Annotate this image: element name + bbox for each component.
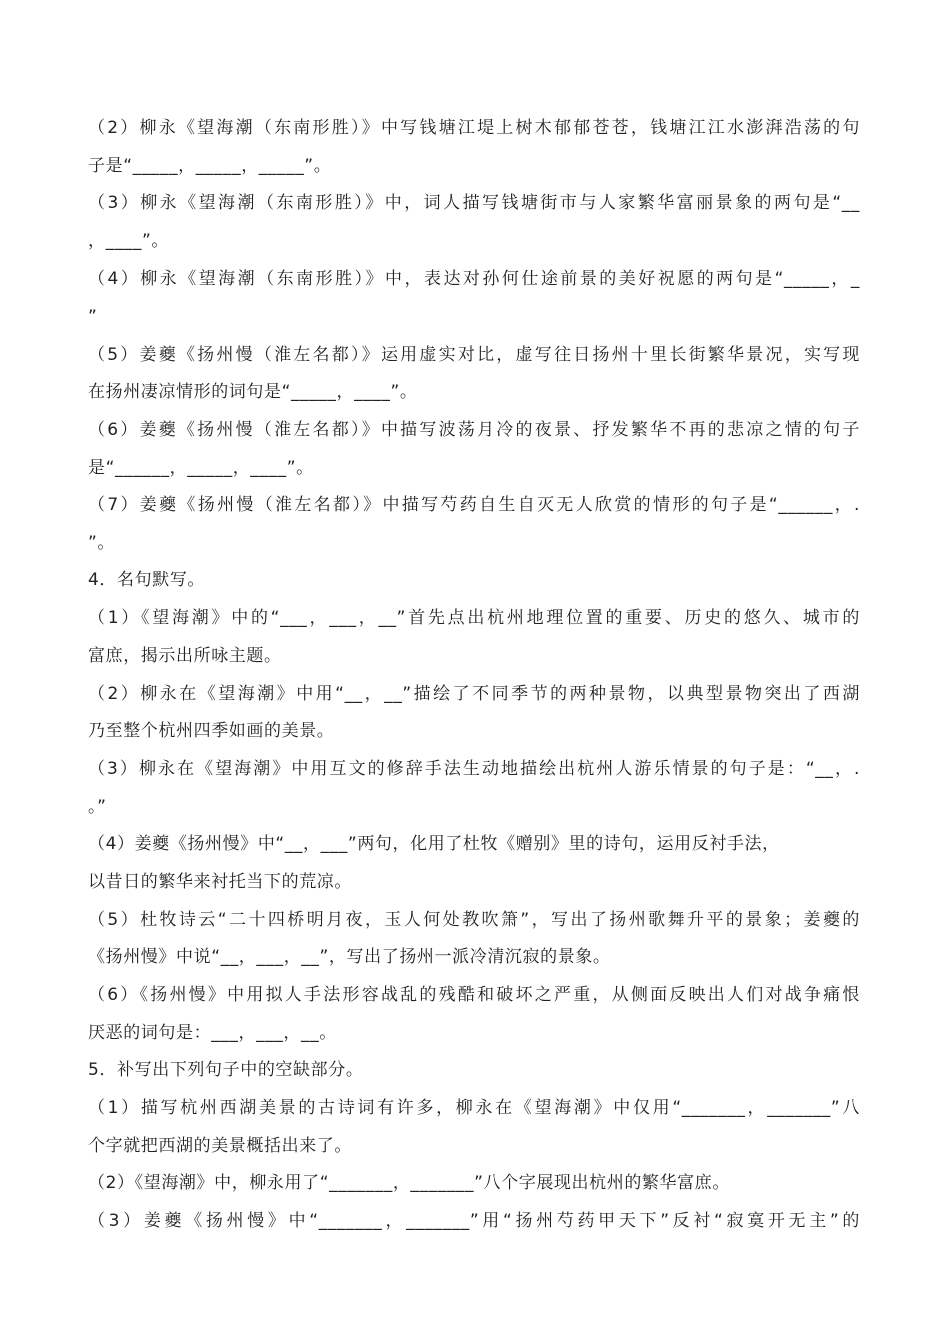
q3-4-line-1: （4）柳永《望海潮（东南形胜）》中，表达对孙何仕途前景的美好祝愿的两句是“_____，_	[88, 269, 860, 289]
q4-2-line-2: 乃至整个杭州四季如画的美景。	[88, 721, 335, 741]
q3-3-line-2: ，____”。	[88, 231, 170, 251]
q3-6-line-1: （6）姜夔《扬州慢（淮左名都）》中描写波荡月冷的夜景、抒发繁华不再的悲凉之情的句子	[88, 420, 860, 440]
q3-5-line-2: 在扬州凄凉情形的词句是“_____，____”。	[88, 382, 418, 402]
q4-3-line-1: （3）柳永在《望海潮》中用互文的修辞手法生动地描绘出杭州人游乐情景的句子是：“__，.	[88, 759, 860, 779]
q3-6-line-2: 是“______，_____，____”。	[88, 458, 314, 478]
q4-6-line-2: 厌恶的词句是：___，___，__。	[88, 1023, 337, 1043]
q3-2-line-1: （2）柳永《望海潮（东南形胜）》中写钱塘江堤上树木郁郁苍苍，钱塘江江水澎湃浩荡的句	[88, 118, 860, 138]
q3-2-line-2: 子是“_____，_____，_____”。	[88, 156, 332, 176]
q4-3-line-2: 。”	[88, 797, 107, 817]
question-4-heading: 4．名句默写。	[88, 570, 206, 590]
question-5-heading: 5．补写出下列句子中的空缺部分。	[88, 1060, 364, 1080]
q3-4-line-2: ”	[88, 307, 98, 327]
q4-1-line-1: （1）《望海潮》中的“___，___，__”首先点出杭州地理位置的重要、历史的悠久、城市的	[88, 608, 860, 628]
q5-2-line-1: （2）《望海潮》中，柳永用了“_______，_______”八个字展现出杭州的繁华富庶。	[88, 1173, 730, 1193]
q4-6-line-1: （6）《扬州慢》中用拟人手法形容战乱的残酷和破坏之严重，从侧面反映出人们对战争痛恨	[88, 985, 860, 1005]
q4-4-line-1: （4）姜夔《扬州慢》中“__，___”两句，化用了杜牧《赠别》里的诗句，运用反衬手法，	[88, 834, 780, 854]
q4-2-line-1: （2）柳永在《望海潮》中用“__，__”描绘了不同季节的两种景物，以典型景物突出了西湖	[88, 684, 860, 704]
q3-5-line-1: （5）姜夔《扬州慢（淮左名都）》运用虚实对比，虚写往日扬州十里长街繁华景况，实写现	[88, 345, 860, 365]
q5-3-line-1: （3）姜夔《扬州慢》中“_______，_______”用“扬州芍药甲天下”反衬“寂寞开无主”的	[88, 1211, 860, 1231]
q3-7-line-2: ”。	[88, 533, 116, 553]
q5-1-line-1: （1）描写杭州西湖美景的古诗词有许多，柳永在《望海潮》中仅用“_______，_______”八	[88, 1098, 860, 1118]
q3-7-line-1: （7）姜夔《扬州慢（淮左名都）》中描写芍药自生自灭无人欣赏的情形的句子是“______，.	[88, 495, 860, 515]
q4-5-line-1: （5）杜牧诗云“二十四桥明月夜，玉人何处教吹箫”，写出了扬州歌舞升平的景象；姜夔的	[88, 910, 860, 930]
q4-4-line-2: 以昔日的繁华来衬托当下的荒凉。	[88, 872, 352, 892]
q3-3-line-1: （3）柳永《望海潮（东南形胜）》中，词人描写钱塘街市与人家繁华富丽景象的两句是“__	[88, 193, 860, 213]
q5-1-line-2: 个字就把西湖的美景概括出来了。	[88, 1136, 352, 1156]
q4-1-line-2: 富庶，揭示出所咏主题。	[88, 646, 282, 666]
q4-5-line-2: 《扬州慢》中说“__，___，__”，写出了扬州一派冷清沉寂的景象。	[88, 947, 611, 967]
